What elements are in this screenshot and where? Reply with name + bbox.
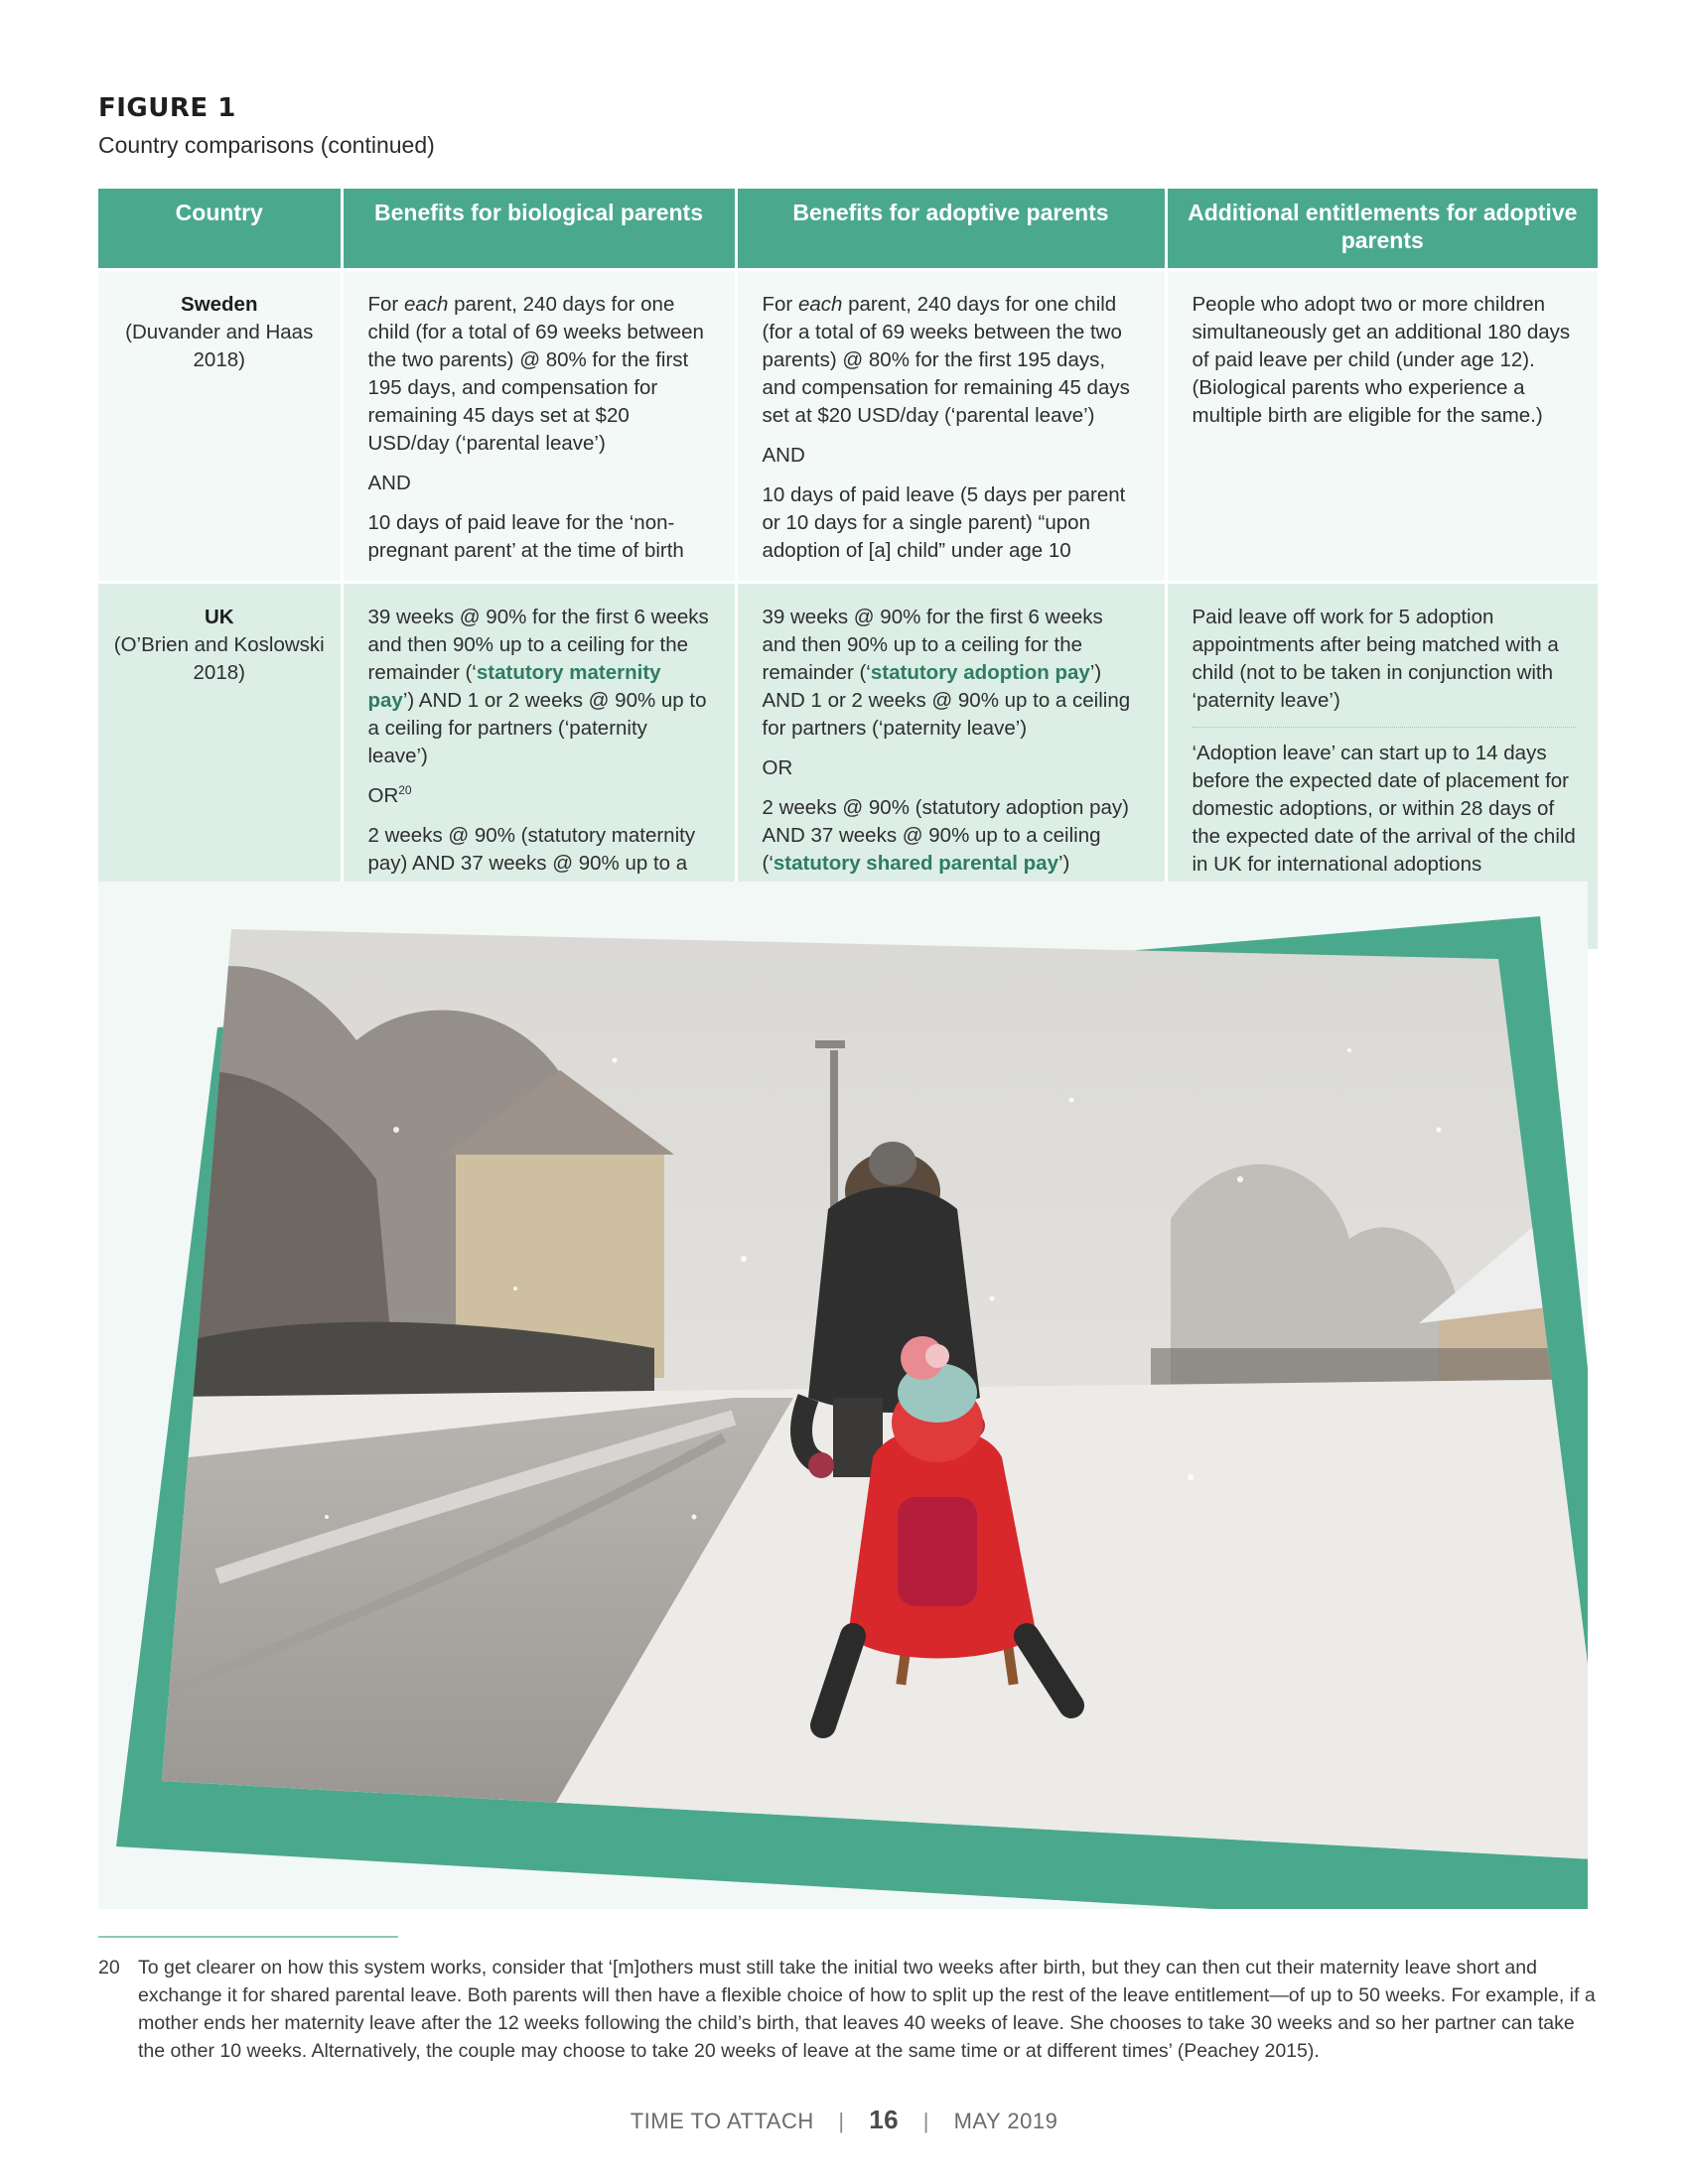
connector-or	[368, 782, 713, 810]
footnote-rule	[98, 1936, 398, 1938]
header-additional: Additional entitlements for adoptive parents	[1166, 189, 1598, 270]
paragraph	[763, 794, 1143, 878]
cell-country-sweden	[98, 270, 342, 583]
country-name: Sweden	[181, 293, 258, 316]
header-adoptive: Benefits for adoptive parents	[736, 189, 1166, 270]
paragraph	[368, 291, 713, 458]
connector-and: AND	[762, 444, 805, 467]
highlight-term: statutory adoption pay	[870, 661, 1090, 684]
cell-additional-sweden	[1166, 270, 1598, 583]
highlight-term: statutory maternity pay	[367, 661, 661, 712]
footnote-text: To get clearer on how this system works, consider that ‘[m]others must still take the initial two weeks after birth, but they can then cut their maternity leave short and exchange it for shared parental leave. Both parents will then have a flexible choice of how to split up the rest of the leave entitlement—of up to 50 weeks. For example, if a mother ends her maternity leave after the 12 weeks following the child’s birth, that leaves 40 weeks of leave. She chooses to take 30 weeks and so her partner can take the other 10 weeks. Alternatively, the couple may choose to take 20 weeks of leave at the same time or at different times’ (Peachey 2015).	[138, 1957, 1596, 2062]
snowy-street-sled-photo	[98, 882, 1588, 1909]
footer-date: MAY 2019	[953, 2109, 1058, 2133]
country-source: (O’Brien and Koslowski 2018)	[113, 633, 325, 684]
page-footer	[0, 2105, 1688, 2135]
cell-adoptive-sweden	[736, 270, 1166, 583]
footer-divider: |	[922, 2109, 929, 2133]
dotted-divider	[1193, 727, 1577, 730]
text-span: 39 weeks @ 90% for the first 6 weeks and then 90% up to a ceiling for the remainder (‘	[762, 606, 1103, 684]
text-span: ’) AND 1 or 2 weeks @ 90% up to a ceiling for partners (‘paternity leave’)	[762, 661, 1131, 740]
paragraph: 10 days of paid leave (5 days per parent or 10 days for a single parent) “upon adoption of [a] child” under age 10	[762, 483, 1126, 562]
paragraph: ‘Adoption leave’ can start up to 14 days before the expected date of placement for domestic adoptions, or within 28 days of the expected date of the arrival of the child in UK for international adoptions	[1192, 742, 1576, 876]
text-span: 39 weeks @ 90% for the first 6 weeks and then 90% up to a ceiling for the remainder (‘	[367, 606, 709, 684]
header-country: Country	[98, 189, 342, 270]
paragraph: People who adopt two or more children simultaneously get an additional 180 days of paid leave per child (under age 12). (Biological parents who experience a multiple birth are eligible for the same.)	[1192, 293, 1571, 427]
footer-divider: |	[838, 2109, 845, 2133]
photo-image	[98, 882, 1588, 1909]
text-span: For	[762, 293, 798, 316]
paragraph	[763, 604, 1143, 743]
footnote	[98, 1954, 1598, 2065]
table-row-sweden	[98, 270, 1598, 583]
cell-biological-sweden	[342, 270, 736, 583]
text-span: parent, 240 days for one child (for a total of 69 weeks between the two parents) @ 80% for the first 195 days, and compensation for remaining 45 days set at $20 USD/day (‘parental leave’)	[367, 293, 704, 455]
text-span: For	[367, 293, 404, 316]
emphasis-text: each	[797, 293, 843, 316]
paragraph	[368, 604, 713, 770]
figure-caption: Country comparisons (continued)	[98, 132, 435, 158]
paragraph	[763, 291, 1143, 430]
footer-publication-title: TIME TO ATTACH	[630, 2109, 814, 2133]
country-comparison-table	[98, 189, 1598, 949]
emphasis-text: each	[403, 293, 449, 316]
figure-label: FIGURE 1	[98, 93, 236, 123]
country-name: UK	[204, 606, 234, 628]
text-span: ’) AND 1 or 2 weeks @ 90% up to a ceiling for partners (‘paternity leave’)	[367, 689, 707, 767]
connector-or: OR	[762, 756, 793, 779]
footnote-ref[interactable]: 20	[398, 783, 412, 798]
footnote-number: 20	[98, 1957, 120, 1979]
country-source: (Duvander and Haas 2018)	[125, 321, 314, 371]
highlight-term: statutory shared parental pay	[773, 852, 1058, 875]
text-span: 2 weeks @ 90% (statutory adoption pay) AND 37 weeks @ 90% up to a ceiling (‘	[762, 796, 1130, 875]
page-number: 16	[869, 2105, 900, 2134]
header-biological: Benefits for biological parents	[342, 189, 736, 270]
text-span: 2 weeks @ 90% (statutory maternity pay) AND 37 weeks @ 90% up to a	[367, 824, 696, 875]
photo-panel	[98, 882, 1588, 1909]
paragraph: Paid leave off work for 5 adoption appointments after being matched with a child (not to be taken in conjunction with ‘paternity leave’)	[1192, 606, 1559, 712]
paragraph: 10 days of paid leave for the ‘non-pregnant parent’ at the time of birth	[367, 511, 684, 562]
text-span: ’)	[1057, 852, 1070, 875]
connector-and: AND	[367, 472, 411, 494]
text-span: parent, 240 days for one child (for a total of 69 weeks between the two parents) @ 80% for the first 195 days, and compensation for remaining 45 days set at $20 USD/day (‘parental leave’)	[762, 293, 1130, 427]
text-span: OR	[367, 784, 399, 807]
table-header-row	[98, 189, 1598, 270]
